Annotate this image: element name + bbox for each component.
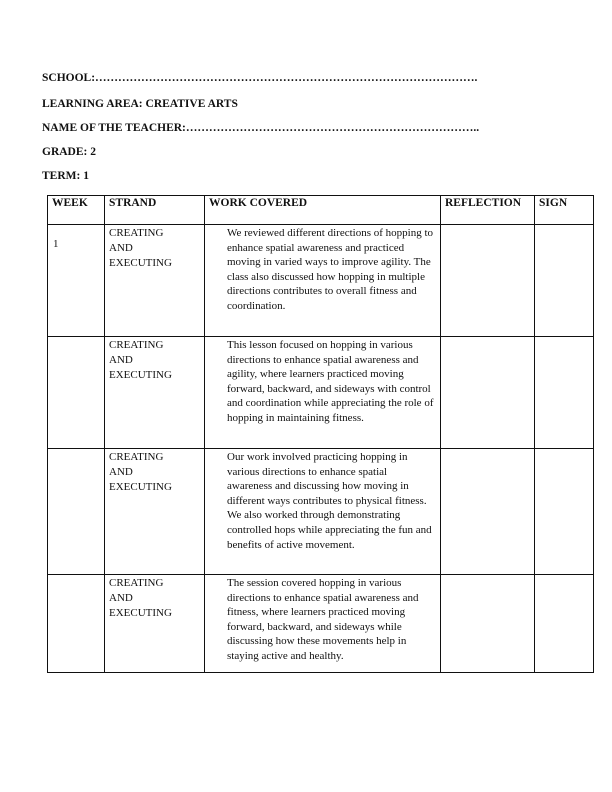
strand-line: AND <box>109 592 133 604</box>
column-header-reflection: REFLECTION <box>441 196 535 225</box>
reflection-cell[interactable] <box>441 449 535 575</box>
table-row <box>48 225 594 337</box>
strand-cell <box>105 337 205 449</box>
strand-line: EXECUTING <box>109 481 172 493</box>
strand-value <box>105 337 204 383</box>
strand-value <box>105 225 204 271</box>
strand-line: CREATING <box>109 227 164 239</box>
strand-line: AND <box>109 242 133 254</box>
strand-line: CREATING <box>109 339 164 351</box>
strand-value <box>105 449 204 495</box>
strand-line: AND <box>109 466 133 478</box>
record-of-work-table <box>47 195 594 673</box>
work-covered-text: The session covered hopping in various directions to enhance spatial awareness and fitness, where learners practiced moving forward, backward, and sideways while discussing how these movements help in staying active and healthy. <box>227 577 419 662</box>
column-header-strand: STRAND <box>105 196 205 225</box>
sign-cell[interactable] <box>535 337 594 449</box>
week-cell <box>48 449 105 575</box>
table-row <box>48 337 594 449</box>
week-value <box>48 449 104 461</box>
strand-value <box>105 575 204 621</box>
table-header-row <box>48 196 594 225</box>
work-covered-cell <box>205 225 441 337</box>
sign-cell[interactable] <box>535 225 594 337</box>
week-cell <box>48 337 105 449</box>
work-covered-cell <box>205 337 441 449</box>
learning-area-label: LEARNING AREA: CREATIVE ARTS <box>42 98 238 110</box>
strand-line: CREATING <box>109 577 164 589</box>
strand-line: AND <box>109 354 133 366</box>
grade-label: GRADE: 2 <box>42 146 96 158</box>
work-covered-cell <box>205 449 441 575</box>
work-covered-text: This lesson focused on hopping in various directions to enhance spatial awareness and agility, where learners practiced moving forward, backward, and sideways with control and coordination while appreciating the role of hopping in maintaining fitness. <box>227 339 434 424</box>
column-header-work-covered: WORK COVERED <box>205 196 441 225</box>
strand-line: EXECUTING <box>109 369 172 381</box>
school-field: SCHOOL:………………………………………………………………………………………. <box>42 72 478 84</box>
teacher-name-field: NAME OF THE TEACHER:………………………………………………………………….. <box>42 122 480 134</box>
reflection-cell[interactable] <box>441 225 535 337</box>
strand-line: CREATING <box>109 451 164 463</box>
week-value: 1 <box>53 238 59 250</box>
sign-cell[interactable] <box>535 449 594 575</box>
term-label: TERM: 1 <box>42 170 89 182</box>
work-covered-text: We reviewed different directions of hopping to enhance spatial awareness and practiced moving in varied ways to improve agility. The class also discussed how hopping in multiple directions contributes to overall fitness and coordination. <box>227 227 434 312</box>
strand-cell <box>105 575 205 673</box>
strand-cell <box>105 225 205 337</box>
work-covered-text: Our work involved practicing hopping in various directions to enhance spatial awareness and discussing how moving in different ways contributes to physical fitness. We also worked through demonstrating controlled hops while appreciating the fun and benefits of active movement. <box>227 451 432 551</box>
week-value <box>48 575 104 587</box>
column-header-week: WEEK <box>48 196 105 225</box>
strand-cell <box>105 449 205 575</box>
table-row <box>48 575 594 673</box>
week-value <box>48 337 104 349</box>
table-row <box>48 449 594 575</box>
week-cell <box>48 225 105 337</box>
sign-cell[interactable] <box>535 575 594 673</box>
reflection-cell[interactable] <box>441 337 535 449</box>
strand-line: EXECUTING <box>109 257 172 269</box>
work-covered-cell <box>205 575 441 673</box>
strand-line: EXECUTING <box>109 607 172 619</box>
reflection-cell[interactable] <box>441 575 535 673</box>
week-cell <box>48 575 105 673</box>
column-header-sign: SIGN <box>535 196 594 225</box>
